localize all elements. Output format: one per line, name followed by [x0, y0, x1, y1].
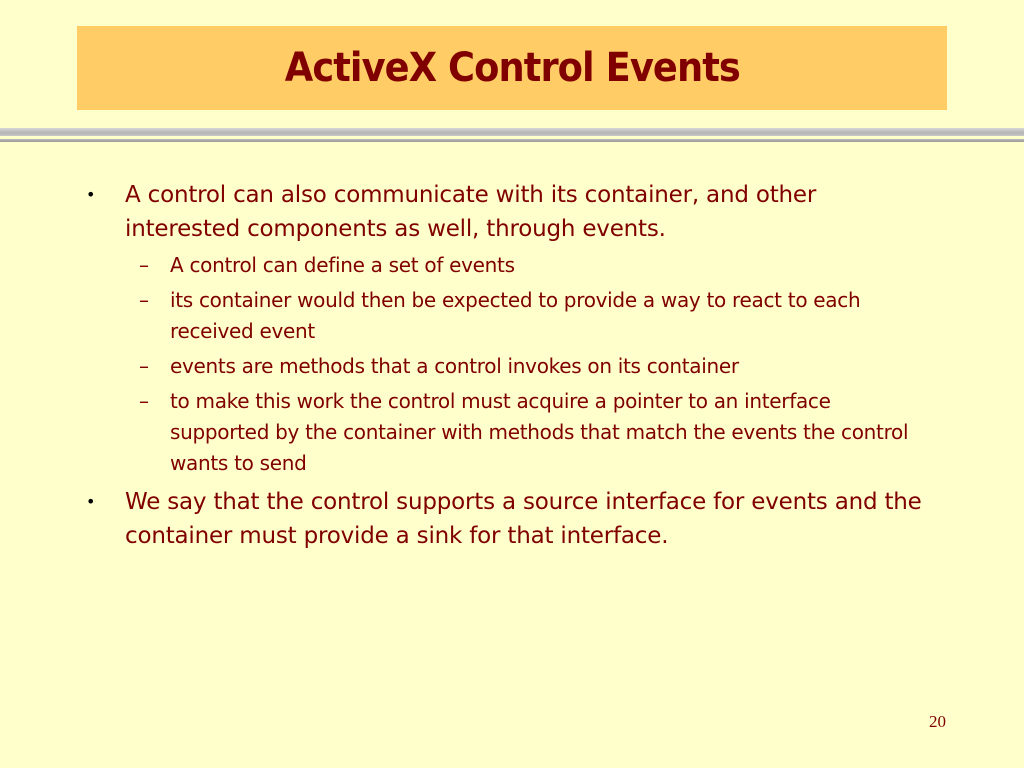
divider-line-bottom	[0, 139, 1024, 142]
dash-icon: –	[139, 389, 149, 413]
sub-bullet-item	[0, 250, 1024, 281]
divider-line-top	[0, 128, 1024, 136]
sub-bullet-item	[0, 386, 1024, 479]
sub-bullet-item	[0, 351, 1024, 382]
sub-bullet-text: its container would then be expected to provide a way to react to each received event	[170, 288, 861, 343]
sub-bullet-text: to make this work the control must acquire a pointer to an interface supported by the container with methods that match the events the control wants to send	[170, 389, 909, 475]
sub-bullet-item	[0, 285, 1024, 347]
bullet-item	[0, 178, 1024, 246]
bullet-item	[0, 485, 1024, 553]
dash-icon: –	[139, 253, 149, 277]
bullet-text: We say that the control supports a source interface for events and the container must provide a sink for that interface.	[125, 489, 922, 549]
page-number: 20	[929, 712, 946, 731]
sub-bullet-text: events are methods that a control invokes on its container	[170, 354, 739, 378]
slide-title: ActiveX Control Events	[284, 45, 740, 91]
sub-bullet-text: A control can define a set of events	[170, 253, 515, 277]
bullet-text: A control can also communicate with its container, and other interested components as well, through events.	[125, 182, 817, 242]
dash-icon: –	[139, 288, 149, 312]
slide-body	[0, 178, 1024, 553]
sub-bullet-list	[0, 250, 1024, 479]
bullet-dot-icon: •	[86, 492, 96, 511]
title-band	[77, 26, 947, 110]
dash-icon: –	[139, 354, 149, 378]
bullet-dot-icon: •	[86, 185, 96, 204]
